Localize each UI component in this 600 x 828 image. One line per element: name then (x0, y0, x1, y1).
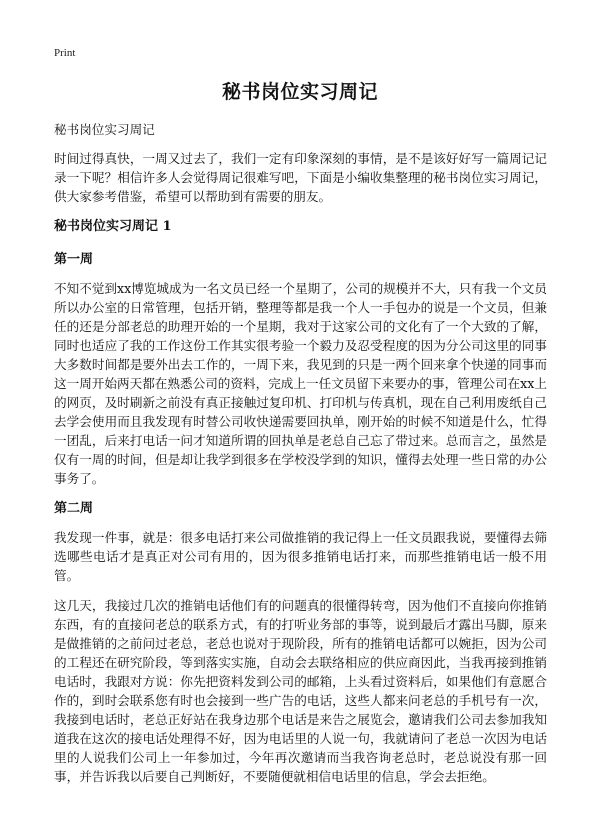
week1-paragraph: 不知不觉到xx博览城成为一名文员已经一个星期了，公司的规模并不大，只有我一个文员所以办公室的日常管理，包括开销，整理等都是我一个人一手包办的说是一个文员，但兼任的还是分部老总的助理开始的一个星期，我对于这家公司的文化有了一个大致的了解，同时也适应了我的工作这份工作其实很考验一个毅力及忍受程度的因为分公司这里的同事大多数时间都是要外出去工作的，一周下来，我见到的只是一两个回来拿个快递的同事而这一周开始两天都在熟悉公司的资料，完成上一任文员留下来要办的事，管理公司在xx上的网页，及时刷新之前没有真正接触过复印机、打印机与传真机，现在自己利用废纸自己去学会使用而且我发现有时替公司收快递需要回执单，刚开始的时候不知道是什么，忙得一团乱，后来打电话一问才知道所谓的回执单是老总自己忘了带过来。总而言之，虽然是仅有一周的时间，但是却让我学到很多在学校没学到的知识，懂得去处理一些日常的办公事务了。 (54, 281, 547, 486)
section-heading: 秘书岗位实习周记 1 (54, 219, 172, 234)
intro-paragraph: 时间过得真快，一周又过去了，我们一定有印象深刻的事情，是不是该好好写一篇周记记录一下呢？相信许多人会觉得周记很难写吧，下面是小编收集整理的秘书岗位实习周记，供大家参考借鉴，希望可以帮助到有需要的朋友。 (54, 151, 547, 204)
document-body (54, 120, 547, 797)
week2-heading: 第二周 (54, 501, 94, 516)
page-title: 秘书岗位实习周记 (221, 81, 378, 103)
print-link[interactable]: Print (54, 47, 76, 59)
week2-paragraph-2: 这几天，我接过几次的推销电话他们有的问题真的很懂得转弯，因为他们不直接向你推销东西，有的直接问老总的联系方式，有的打听业务部的事等，说到最后才露出马脚，原来是做推销的之前问过老总，老总也说对于现阶段，所有的推销电话都可以婉拒，因为公司的工程还在研究阶段，等到落实实施，自动会去联络相应的供应商因此，当我再接到推销电话时，我跟对方说：你先把资料发到公司的邮箱，上头看过资料后，如果他们有意愿合作的，到时会联系您有时也会接到一些广告的电话，这些人都来问老总的手机号有一次，我接到电话时，老总正好站在我身边那个电话是来告之展览会，邀请我们公司去参加我知道我在这次的接电话处理得不好，因为电话里的人说一句，我就请问了老总一次因为电话里的人说我们公司上一年参加过，今年再次邀请而当我咨询老总时，老总说没有那一回事，并告诉我以后要自己判断好，不要随便就相信电话里的信息，学会去拒绝。 (54, 598, 547, 784)
week2-paragraph-1: 我发现一件事，就是：很多电话打来公司做推销的我记得上一任文员跟我说，要懂得去筛选哪些电话才是真正对公司有用的，因为很多推销电话打来，而那些推销电话一般不用管。 (54, 530, 547, 583)
document-subtitle: 秘书岗位实习周记 (54, 122, 155, 137)
week1-heading: 第一周 (54, 252, 94, 267)
